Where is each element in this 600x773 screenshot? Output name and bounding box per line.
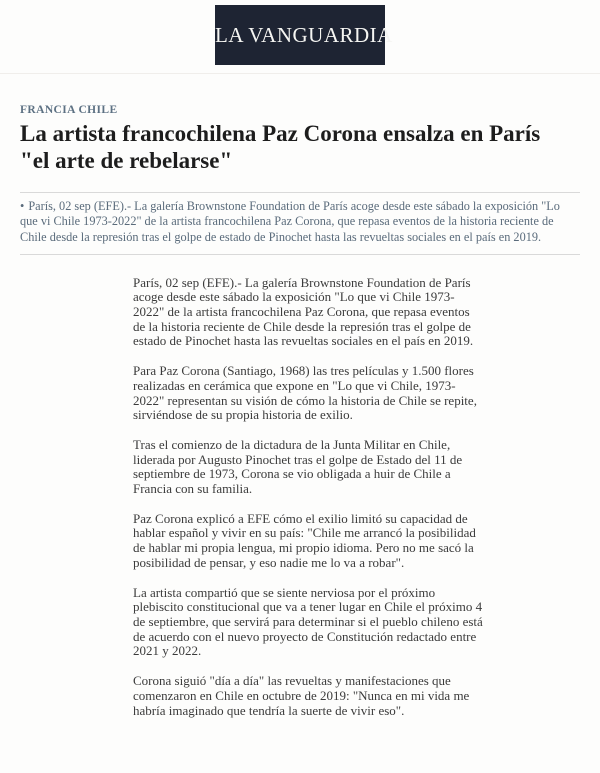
- body-paragraph: Para Paz Corona (Santiago, 1968) las tres películas y 1.500 flores realizadas en cerámica que expone en "Lo que vi Chile, 1973-2022" representan su visión de cómo la historia de Chile se repite, sirviéndose de su propia historia de exilio.: [133, 363, 477, 423]
- body-paragraph: París, 02 sep (EFE).- La galería Brownstone Foundation de París acoge desde este sábado la exposición "Lo que vi Chile 1973-2022" de la artista francochilena Paz Corona, que repasa eventos de la historia reciente de Chile desde la represión tras el golpe de estado de Pinochet hasta las revueltas sociales en el país en 2019.: [133, 274, 474, 349]
- site-header: [0, 0, 600, 74]
- section-kicker: FRANCIA CHILE: [20, 104, 118, 116]
- article-main: [0, 104, 600, 773]
- body-paragraph: Paz Corona explicó a EFE cómo el exilio limitó su capacidad de hablar español y vivir en su país: "Chile me arrancó la posibilidad de hablar mi propia lengua, mi propio idioma. Pero no me sacó la posibilidad de pensar, y eso nadie me lo va a robar".: [133, 510, 476, 570]
- body-paragraph: Tras el comienzo de la dictadura de la Junta Militar en Chile, liderada por Augusto Pinochet tras el golpe de Estado del 11 de septiembre de 1973, Corona se vio obligada a huir de Chile a Francia con su familia.: [133, 436, 463, 497]
- body-paragraph: Corona siguió "día a día" las revueltas y manifestaciones que comenzaron en Chile en octubre de 2019: "Nunca en mi vida me habría imaginado que tendría la suerte de vivir eso".: [133, 673, 470, 718]
- article-lead: [20, 192, 580, 255]
- lead-bullet: •: [20, 198, 25, 213]
- la-vanguardia-logo[interactable]: LA VANGUARDIA: [215, 5, 385, 65]
- lead-text: París, 02 sep (EFE).- La galería Brownstone Foundation de París acoge desde este sábado la exposición "Lo que vi Chile 1973-2022" de la artista francochilena Paz Corona, que repasa eventos de la historia reciente de Chile desde la represión tras el golpe de estado de Pinochet hasta las revueltas sociales en el país en 2019.: [20, 198, 560, 245]
- article-body: [133, 276, 483, 773]
- article-headline: La artista francochilena Paz Corona ensalza en París "el arte de rebelarse": [20, 121, 541, 173]
- body-paragraph: La artista compartió que se siente nerviosa por el próximo plebiscito constitucional que va a tener lugar en Chile el próximo 4 de septiembre, que servirá para determinar si el pueblo chileno está de acuerdo con el nuevo proyecto de Constitución redactado entre 2021 y 2022.: [133, 584, 483, 659]
